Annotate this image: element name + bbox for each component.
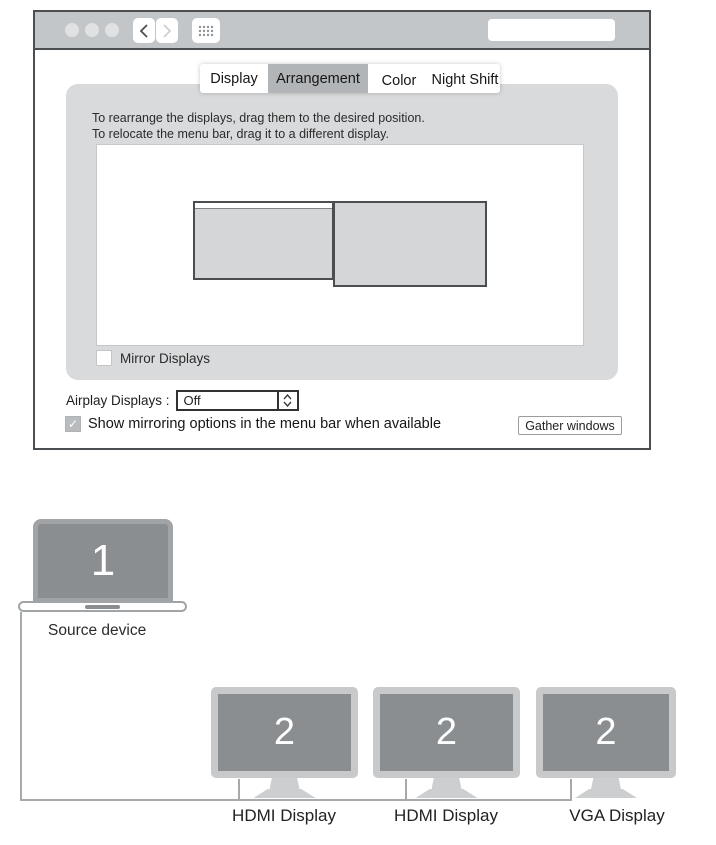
tab-color[interactable]: Color	[381, 73, 417, 89]
tab-arrangement[interactable]: Arrangement	[268, 64, 368, 93]
monitor-stand-base	[416, 789, 478, 798]
mirror-displays-checkbox[interactable]	[96, 350, 112, 366]
arrangement-canvas	[96, 144, 584, 346]
traffic-light-dot[interactable]	[105, 23, 119, 37]
connector-stub-display-1	[238, 779, 240, 799]
chevron-left-icon	[139, 24, 149, 38]
hdmi-display-2-screen	[380, 694, 513, 771]
laptop-base	[18, 601, 187, 612]
monitor-stand	[432, 778, 462, 789]
monitor-stand-base	[254, 789, 316, 798]
source-laptop	[33, 519, 173, 603]
traffic-light-dot[interactable]	[65, 23, 79, 37]
display-number-label: 2	[273, 711, 296, 753]
show-mirroring-row	[65, 416, 441, 432]
back-button[interactable]	[133, 18, 155, 43]
show-mirroring-checkbox[interactable]: ✓	[65, 416, 81, 432]
laptop-notch	[85, 605, 120, 609]
arrangement-panel	[66, 84, 618, 380]
instructions-line-2: To relocate the menu bar, drag it to a different display.	[92, 127, 389, 141]
window-titlebar	[35, 12, 649, 50]
display-number-label: 2	[595, 711, 617, 753]
mirror-displays-row	[96, 350, 210, 366]
display-settings-window	[33, 10, 651, 450]
monitor-stand-base	[575, 789, 637, 798]
app-grid-icon	[198, 25, 214, 37]
vga-display-screen	[543, 694, 669, 771]
airplay-dropdown[interactable]	[176, 390, 299, 411]
airplay-displays-label: Airplay Displays :	[66, 392, 170, 408]
search-input[interactable]	[488, 19, 615, 41]
display-thumbnail-secondary[interactable]	[333, 201, 487, 287]
traffic-light-dot[interactable]	[85, 23, 99, 37]
gather-windows-button[interactable]: Gather windows	[518, 416, 622, 435]
display-number-label: 2	[435, 711, 458, 753]
show-mirroring-label: Show mirroring options in the menu bar when available	[88, 416, 442, 432]
forward-button[interactable]	[156, 18, 178, 43]
connector-line-horizontal	[20, 799, 572, 801]
tab-bar	[200, 64, 500, 93]
airplay-row	[66, 389, 299, 411]
source-number-label: 1	[90, 536, 116, 585]
dropdown-stepper[interactable]	[277, 392, 297, 409]
hdmi-display-1-screen	[218, 694, 351, 771]
connector-stub-display-2	[405, 779, 407, 799]
mirror-displays-label: Mirror Displays	[120, 350, 211, 366]
instructions-line-1: To rearrange the displays, drag them to the desired position.	[92, 111, 425, 125]
up-down-chevrons-icon	[283, 394, 292, 407]
monitor-stand	[591, 778, 621, 789]
instructions-text	[92, 110, 425, 142]
hdmi-display-2	[373, 687, 520, 778]
vga-display-label: VGA Display	[569, 806, 665, 825]
source-device-label: Source device	[48, 622, 147, 639]
connector-line-vertical	[20, 612, 22, 800]
tab-display[interactable]: Display	[210, 70, 258, 87]
vga-display	[536, 687, 676, 778]
hdmi-display-1	[211, 687, 358, 778]
hdmi-display-1-label: HDMI Display	[232, 806, 336, 825]
show-all-button[interactable]	[192, 18, 220, 43]
hdmi-display-2-label: HDMI Display	[394, 806, 498, 825]
chevron-right-icon	[162, 24, 172, 38]
display-thumbnail-primary[interactable]	[193, 201, 334, 280]
airplay-dropdown-value: Off	[183, 392, 201, 408]
menu-bar-strip[interactable]	[195, 203, 332, 209]
connector-stub-display-3	[570, 779, 572, 799]
tab-night-shift[interactable]: Night Shift	[431, 72, 499, 88]
monitor-stand	[270, 778, 300, 789]
